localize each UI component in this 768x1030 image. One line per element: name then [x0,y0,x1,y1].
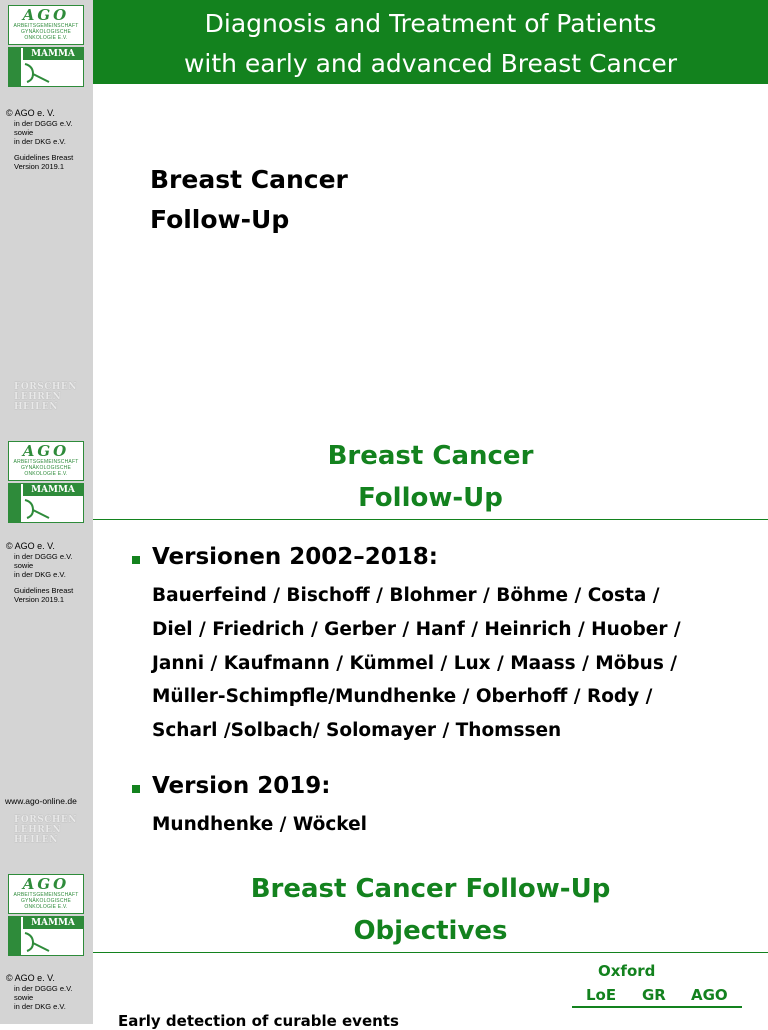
mamma-logo-text: MAMMA [23,917,83,929]
slide-title-line: Breast Cancer [150,165,348,194]
mamma-logo-text: MAMMA [23,484,83,496]
guidelines-version: Version 2019.1 [14,595,65,604]
mamma-logo-text: MAMMA [23,48,83,60]
mamma-logo [8,483,84,523]
sidebar-line: in der DKG e.V. [14,1002,66,1011]
sidebar-legal [6,541,92,604]
sidebar-line: in der DGGG e.V. [14,984,73,993]
sidebar-legal [6,108,92,171]
author-line: Bauerfeind / Bischoff / Blohmer / Böhme / Costa / [152,585,660,606]
sidebar-line: sowie [14,128,34,137]
sidebar-line: in der DKG e.V. [14,570,66,579]
loe-column-header: LoE [586,986,617,1004]
header-title-line: Diagnosis and Treatment of Patients [204,9,657,38]
mamma-logo [8,47,84,87]
guidelines-label: Guidelines Breast [14,586,74,595]
section-title-line: Follow-Up [358,483,503,513]
author-line: Diel / Friedrich / Gerber / Hanf / Heinrich / Huober / [152,618,681,640]
divider [93,519,768,520]
copyright-text: © AGO e. V. [6,973,55,983]
ago-mamma-logo [8,5,84,87]
bullet-icon [132,785,140,793]
section-title [93,868,768,952]
sidebar-line: in der DGGG e.V. [14,119,73,128]
ago-logo-sub: ARBEITSGEMEINSCHAFT [13,459,79,465]
sidebar-line: sowie [14,561,34,570]
section-title-line: Breast Cancer Follow-Up [250,874,611,904]
sidebar-line: sowie [14,993,34,1002]
table-header-rule [572,1006,742,1008]
ago-logo-sub: ONKOLOGIE E.V. [24,904,68,910]
author-line: Janni / Kaufmann / Kümmel / Lux / Maass / Möbus / [152,652,678,674]
sidebar-legal [6,973,92,1011]
bullet-heading: Versionen 2002–2018: [152,544,438,570]
ago-logo-sub: GYNÄKOLOGISCHE [20,465,72,471]
author-line: Mundhenke / Wöckel [152,814,367,835]
author-line: Scharl /Solbach/ Solomayer / Thomssen [152,720,562,742]
mamma-logo-bar [9,48,21,86]
mamma-logo [8,916,84,956]
guidelines-label: Guidelines Breast [14,153,74,162]
ago-logo-sub: GYNÄKOLOGISCHE [20,29,72,35]
motto-line: HEILEN [14,402,58,412]
motto-line: FORSCHEN [14,815,77,825]
motto-line: FORSCHEN [14,382,77,392]
oxford-label: Oxford [598,962,656,980]
author-list [152,579,752,748]
ago-logo [8,874,84,914]
gr-column-header: GR [642,986,666,1004]
ago-logo [8,441,84,481]
breast-figure-icon [23,62,53,84]
breast-figure-icon [23,498,53,520]
section-title [93,435,768,519]
ago-logo-sub: ARBEITSGEMEINSCHAFT [13,892,79,898]
ago-column-header: AGO [691,986,728,1004]
ago-mamma-logo [8,441,84,523]
ago-logo [8,5,84,45]
bullet-icon [132,556,140,564]
ago-mamma-logo [8,874,84,956]
objective-row-label: Early detection of curable events [118,1012,399,1030]
copyright-text: © AGO e. V. [6,541,55,551]
guidelines-version: Version 2019.1 [14,162,65,171]
ago-logo-text: AGO [22,442,70,460]
bullet-heading: Version 2019: [152,773,331,799]
ago-logo-text: AGO [22,6,70,24]
author-line: Müller-Schimpfle/Mundhenke / Oberhoff / Rody / [152,686,653,708]
sidebar-line: in der DGGG e.V. [14,552,73,561]
section-title-line: Breast Cancer [327,441,534,471]
motto-line: HEILEN [14,835,58,845]
ago-logo-text: AGO [22,875,70,893]
motto-line: LEHREN [14,825,62,835]
sidebar-line: in der DKG e.V. [14,137,66,146]
motto-line: LEHREN [14,392,62,402]
ago-logo-sub: ONKOLOGIE E.V. [24,35,68,41]
motto [14,815,84,845]
website-link[interactable]: www.ago-online.de [5,796,77,806]
copyright-text: © AGO e. V. [6,108,55,118]
slide-title-line: Follow-Up [150,205,290,234]
mamma-logo-bar [9,484,21,522]
slide-title [150,160,348,240]
divider [93,952,768,953]
mamma-logo-bar [9,917,21,955]
ago-logo-sub: ARBEITSGEMEINSCHAFT [13,23,79,29]
ago-logo-sub: GYNÄKOLOGISCHE [20,898,72,904]
motto [14,382,84,412]
header-title-line: with early and advanced Breast Cancer [183,49,678,78]
page-header [93,0,768,84]
breast-figure-icon [23,931,53,953]
section-title-line: Objectives [353,916,508,946]
ago-logo-sub: ONKOLOGIE E.V. [24,471,68,477]
